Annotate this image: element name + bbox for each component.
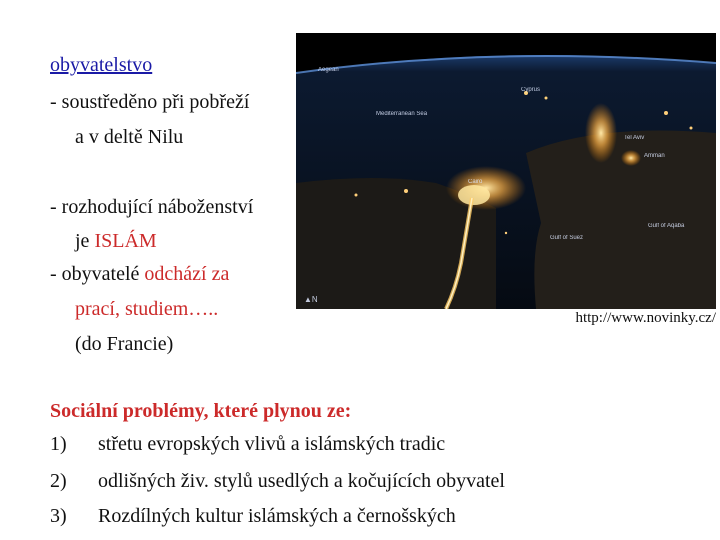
bullet-coast: - soustředěno při pobřeží (50, 91, 250, 113)
map-label-cairo: Cairo (468, 179, 483, 185)
map-label-mediterranean: Mediterranean Sea (376, 111, 428, 117)
earth-night-photo (296, 33, 716, 309)
bullet-religion-cont (75, 230, 157, 253)
map-label-tel-aviv: Tel Aviv (624, 135, 645, 141)
problem-text: odlišných živ. stylů usedlých a kočujících obyvatel (98, 470, 505, 492)
problem-item (50, 433, 445, 456)
emigration-prefix: - obyvatelé (50, 263, 145, 285)
night-map-graphic (296, 33, 716, 309)
map-label-aegean: Aegean (318, 67, 339, 73)
islam-text: ISLÁM (94, 230, 157, 252)
compass-icon: ▲N (304, 295, 318, 304)
bullet-emigration-cont: prací, studiem….. (75, 298, 219, 320)
map-label-gulf-suez: Gulf of Suez (550, 235, 584, 241)
bullet-religion: - rozhodující náboženství (50, 196, 254, 218)
map-label-gulf-aqaba: Gulf of Aqaba (648, 223, 685, 229)
problem-number: 2) (50, 470, 67, 492)
problem-number: 1) (50, 433, 67, 455)
problem-item (50, 470, 505, 493)
emigration-highlight: odchází za (144, 263, 230, 285)
religion-is-text: je (75, 230, 95, 252)
bullet-emigration (50, 263, 229, 286)
problem-item (50, 505, 456, 528)
problem-number: 3) (50, 505, 67, 527)
bullet-emigration-france: (do Francie) (75, 333, 174, 355)
image-source-caption: http://www.novinky.cz/ (575, 310, 716, 326)
bullet-coast-cont: a v deltě Nilu (75, 126, 184, 148)
heading-obyvatelstvo: obyvatelstvo (50, 54, 153, 76)
problem-text: střetu evropských vlivů a islámských tradic (98, 433, 446, 455)
problems-heading: Sociální problémy, které plynou ze: (50, 400, 352, 422)
problem-text: Rozdílných kultur islámských a černošských (98, 505, 456, 527)
map-label-amman: Amman (644, 153, 665, 159)
map-label-cyprus: Cyprus (521, 87, 541, 93)
